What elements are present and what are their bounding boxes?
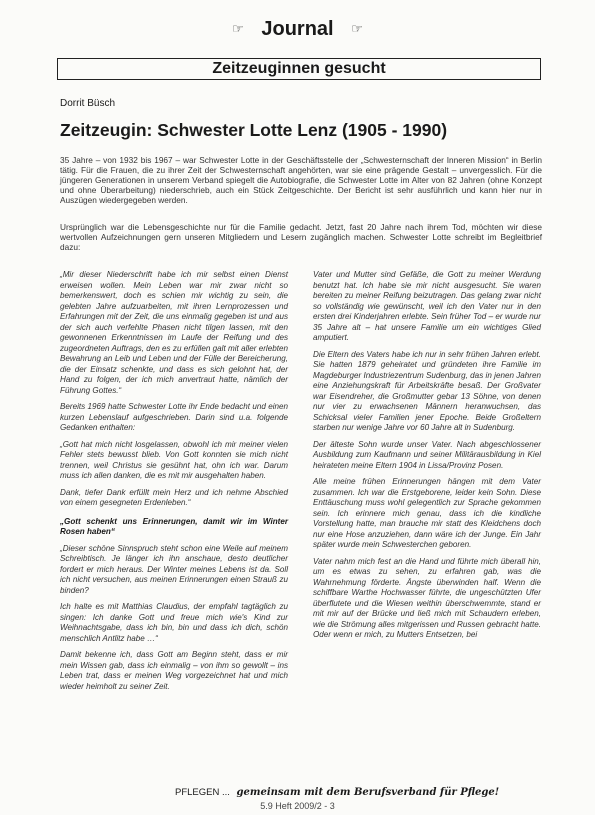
quote-paragraph: Vater nahm mich fest an die Hand und führte mich überall hin, um es etwas zu sehen, zu erfahren gab, was die Wahrnehmung förderte. Ängste überwinden half. Wenn die schiffbare Warthe Hochwasser führte, die ungeschützten Ufer überflutete und die Wiesen weithin überschwemmte, stand er mit mir auf der Brücke und ließ mich mit Schaudern erleben, wie die Strömung alles mitgerissen und Russen gebracht hatte. Oder wenn er mich, zu Mutters Entsetzen, bei [313,556,541,639]
footer-label: PFLEGEN ... [175,787,230,798]
quote-paragraph: „Gott hat mich nicht losgelassen, obwohl ich mir meiner vielen Fehler stets bewusst blieb. Von Gott konnten sie mich nicht trennen, weil Christus sie gesühnt hat, ohn ich war. Darum muss ich allen danken, die es mit mir ausgehalten haben. [60,439,288,480]
quote-paragraph: Vater und Mutter sind Gefäße, die Gott zu meiner Werdung benutzt hat. Ich habe sie mir nicht ausgesucht. Sie waren bereiten zu meiner Reifung beizutragen. Das gelang zwar nicht so vollständig wie gewünscht, weil ich den Vater nur in den ersten drei Kinderjahren erlebte. Sein früher Tod – er wurde nur 35 Jahre alt – hat unsere Familie um ein wichtiges Glied amputiert. [313,270,541,342]
quote-paragraph: Die Eltern des Vaters habe ich nur in sehr frühen Jahren erlebt. Sie hatten 1879 geheiratet und gründeten ihre Familie im Magdeburger Industriezentrum Sudenburg, das in jenen Jahren eine Anziehungskraft für Arbeitskräfte besaß. Der Großvater war Eisendreher, die Großmutter gebar 13 Söhne, von denen nur vier zu erwachsenen Männern heranwuchsen, das Schicksal vieler Familien jener Epoche. Beide Großeltern starben nur wenige Jahre vor 60 Jahre alt in Sudenburg. [313,349,541,432]
intro-paragraph-2: Ursprünglich war die Lebensgeschichte nur für die Familie gedacht. Jetzt, fast 20 Jahre nach ihrem Tod, möchten wir diese wertvollen Aufzeichnungen gern unseren Mitgliedern und Lesern zugänglich machen. Schwester Lotte schreibt im Begleitbrief dazu: [60,222,542,252]
footer-handwritten-slogan: gemeinsam mit dem Berufsverband für Pflege! [236,787,500,798]
footer-slogan [175,787,499,798]
body-paragraph: Bereits 1969 hatte Schwester Lotte ihr Ende bedacht und einen kurzen Lebenslauf aufgeschrieben. Darin sind u.a. folgende Gedanken enthalten: [60,402,288,432]
article-headline: Zeitzeugin: Schwester Lotte Lenz (1905 - 1990) [60,120,448,140]
journal-title: Journal [261,18,334,40]
journal-header [0,18,595,41]
quote-paragraph: „Mir dieser Niederschrift habe ich mir selbst einen Dienst erweisen wollen. Mein Leben war mir zwar nicht so bemerkenswert, doch es schien mir wichtig zu sein, die gelebten Jahre aufzuarbeiten, mit ihren Lernprozessen und Erfahrungen mit der Zeit, die uns einmalig gegeben ist und aus der sich auch verfehlte Phasen nicht tilgen lassen, mit den gewonnenen Erkenntnissen im Laufe der Reifung und des zugeordneten Auftrags, den es zu erfüllen galt mit aller erlebten Bewahrung an Leib und Leben und der Fülle der Bereicherung, die der Einsatz schenkte, und dass es sich gelohnt hat, der Hand zu folgen, der ich mich anvertraut hatte, nämlich der Führung Gottes.“ [60,270,288,395]
right-column [313,270,541,647]
quote-paragraph: Dank, tiefer Dank erfüllt mein Herz und ich nehme Abschied von einem gesegneten Erdenleben.“ [60,487,288,507]
left-column [60,270,288,698]
quote-paragraph: Alle meine frühen Erinnerungen hängen mit dem Vater zusammen. Ich war die Erstgeborene, leider kein Sohn. Diese Enttäuschung muss wohl gelegentlich zur Sprache gekommen sein. Ich erinnere mich genau, dass ich die kindliche Vorstellung hatte, man brauche mir statt des Kleidchens doch nur eine Hose anzuziehen, dann wäre ich der Junge. Ein Jahr später wurde mein Schwesterchen geboren. [313,477,541,549]
pointing-hand-left-icon: ☞ [232,21,244,36]
quote-paragraph: Damit bekenne ich, dass Gott am Beginn steht, dass er mir mein Wissen gab, dass ich einmalig – von ihm so gewollt – ins Leben trat, dass er meinen Weg vorgezeichnet hat und mich wieder heimholt zu seiner Zeit. [60,650,288,691]
quote-paragraph: Ich halte es mit Matthias Claudius, der empfahl tagtäglich zu singen: Ich danke Gott und freue mich wie's Kind zur Weihnachtsgabe, dass ich bin, bin und dass ich dich, schön menschlich Antlitz habe …“ [60,602,288,643]
page-number: 5.9 Heft 2009/2 - 3 [260,801,335,811]
quote-paragraph: „Dieser schöne Sinnspruch steht schon eine Weile auf meinem Schreibtisch. Je länger ich ihn anschaue, desto deutlicher fordert er mich heraus. Der Winter meines Lebens ist da. Soll ich nicht versuchen, aus meinen Erinnerungen einen Strauß zu binden? [60,543,288,595]
section-title: Zeitzeuginnen gesucht [57,58,541,80]
pointing-hand-right-icon: ☞ [351,21,363,36]
intro-paragraph-1: 35 Jahre – von 1932 bis 1967 – war Schwester Lotte in der Geschäftsstelle der „Schwesternschaft der Inneren Mission“ in Berlin tätig. Für die Frauen, die zu ihrer Zeit der Schwesternschaft angehörten, war sie eine prägende Gestalt – unvergesslich. Für die jüngeren Generationen in unserem Verband spiegelt die Autobiografie, die Schwester Lotte im Alter von 82 Jahren (ohne Konzept und ohne Überarbeitung) niederschrieb, auch ein Stück Zeitgeschichte. Der Bericht ist sehr ausführlich und kann hier nur in Auszügen wiedergegeben werden. [60,155,542,205]
quote-paragraph: Der älteste Sohn wurde unser Vater. Nach abgeschlossener Ausbildung zum Kaufmann und seiner Militärausbildung in Kiel heirateten meine Eltern 1904 in Lissa/Provinz Posen. [313,439,541,470]
subheading: „Gott schenkt uns Erinnerungen, damit wir im Winter Rosen haben“ [60,516,288,536]
article-author: Dorrit Büsch [60,98,116,109]
